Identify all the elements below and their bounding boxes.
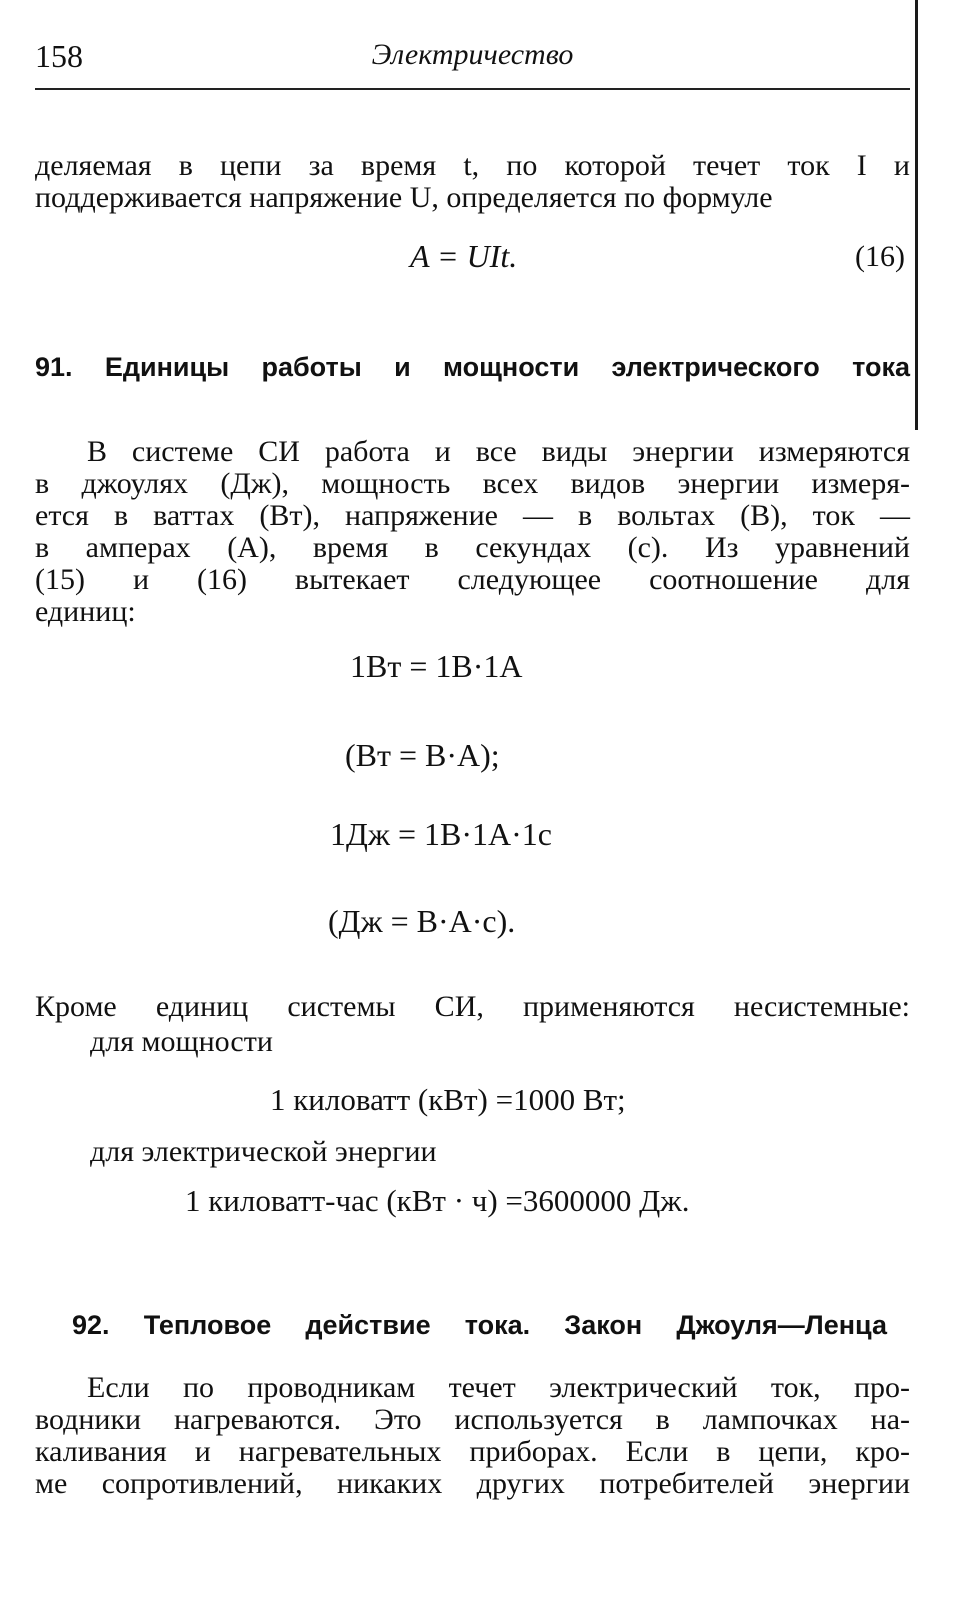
- equation-number: (16): [855, 240, 905, 273]
- nonsystem-units-intro: Кроме единиц системы СИ, применяются несистемные:: [35, 990, 910, 1023]
- running-head: Электричество: [371, 38, 574, 71]
- page-header: [35, 38, 910, 88]
- text-line: в амперах (А), время в секундах (с). Из уравнений: [35, 531, 910, 564]
- formula-watt: 1Вт = 1В·1А: [350, 648, 523, 684]
- text-line: деляемая в цепи за время t, по которой течет ток I и: [35, 149, 910, 182]
- label-for-energy: для электрической энергии: [90, 1135, 437, 1168]
- text-line: поддерживается напряжение U, определяется по формуле: [35, 181, 773, 214]
- formula-kilowatt-hour: 1 киловатт-час (кВт · ч) =3600000 Дж.: [185, 1183, 690, 1218]
- formula-work: A = UIt.: [410, 238, 518, 274]
- formula-joule-units: (Дж = В·А·с).: [328, 903, 516, 939]
- section-91-paragraph: [35, 436, 910, 628]
- text-line: ме сопротивлений, никаких других потребителей энергии: [35, 1467, 910, 1500]
- formula-kilowatt: 1 киловатт (кВт) =1000 Вт;: [270, 1082, 626, 1117]
- text-line: каливания и нагревательных приборах. Если в цепи, кро-: [35, 1435, 910, 1468]
- text-line: В системе СИ работа и все виды энергии измеряются: [87, 435, 910, 468]
- text-line: ется в ваттах (Вт), напряжение — в вольтах (В), ток —: [35, 499, 910, 532]
- text-line: единиц:: [35, 595, 136, 628]
- formula-joule: 1Дж = 1В·1А·1с: [330, 816, 552, 852]
- section-heading-91: 91. Единицы работы и мощности электрического тока: [35, 352, 910, 382]
- section-heading-92: 92. Тепловое действие тока. Закон Джоуля—Ленца: [72, 1310, 887, 1340]
- formula-watt-units: (Вт = В·А);: [345, 737, 500, 773]
- page-edge-rule: [915, 0, 918, 430]
- label-for-power: для мощности: [90, 1025, 273, 1058]
- section-92-paragraph: [35, 1372, 910, 1500]
- text-line: (15) и (16) вытекает следующее соотношение для: [35, 563, 910, 596]
- text-line: водники нагреваются. Это используется в лампочках на-: [35, 1403, 910, 1436]
- text-line: Если по проводникам течет электрический ток, про-: [87, 1371, 910, 1404]
- header-rule: [35, 88, 910, 90]
- text-line: в джоулях (Дж), мощность всех видов энергии измеря-: [35, 467, 910, 500]
- intro-paragraph: [35, 150, 910, 214]
- page-number: 158: [35, 38, 83, 74]
